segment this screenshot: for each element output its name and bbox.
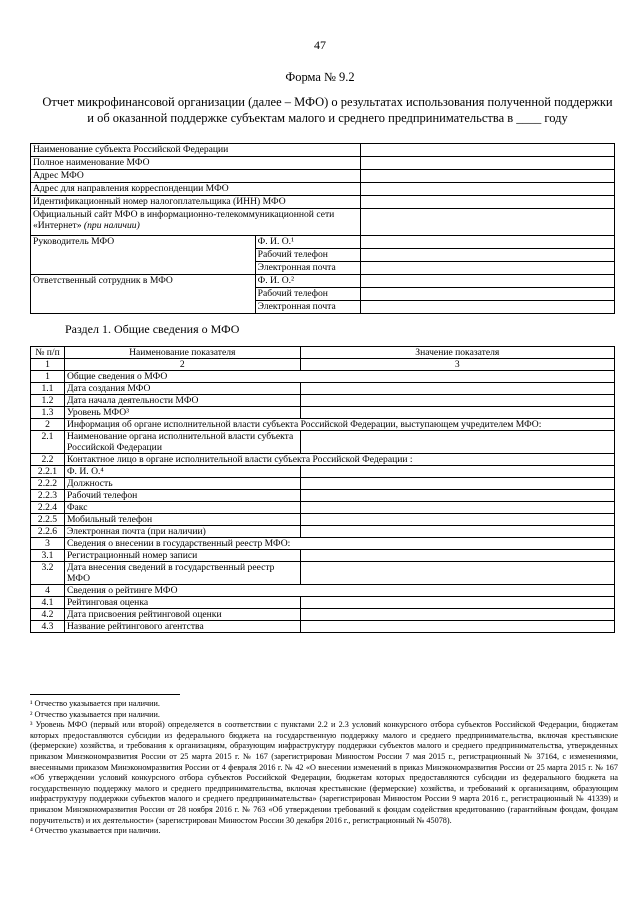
sub-label: Ф. И. О.¹	[255, 236, 360, 249]
table-row	[31, 170, 615, 183]
general-info-table	[30, 346, 615, 633]
row-number: 4.1	[31, 597, 65, 609]
table-row	[31, 144, 615, 157]
table-row	[31, 419, 615, 431]
value-cell[interactable]	[300, 562, 614, 585]
table-row	[31, 597, 615, 609]
table-row	[31, 585, 615, 597]
table-row	[31, 466, 615, 478]
row-label: Адрес МФО	[31, 170, 361, 183]
table-row	[31, 407, 615, 419]
table-row	[31, 371, 615, 383]
value-cell[interactable]	[360, 262, 614, 275]
value-cell[interactable]	[300, 383, 614, 395]
row-label: Должность	[64, 478, 300, 490]
footnote: ³ Уровень МФО (первый или второй) определяется в соответствии с пунктами 2.2 и 2.3 условий конкурсного отбора субъектов Российской Федерации, бюджетам которых предоставляются субсидии из федерального бюджета на государственную поддержку малого и среднего предпринимательства, включая крестьянские (фермерские) хозяйства, и требования к организациям, образующим инфраструктуру поддержки субъектов малого и среднего предпринимательства, утвержденных приказом Минэкономразвития России от 25 марта 2015 г. № 167 (зарегистрирован Минюстом России 7 мая 2015 г., регистрационный № 37164, с изменениями, внесенными приказом Минэкономразвития России от 4 февраля 2016 г. № 42 «О внесении изменений в приказ Минэкономразвития России от 25 марта 2015 г. № 167 «Об утверждении условий конкурсного отбора субъектов Российской Федерации, бюджетам которых предоставляются субсидии из федерального бюджета на государственную поддержку малого и среднего предпринимательства, включая крестьянские (фермерские) хозяйства, и требований к организациям, образующим инфраструктуру поддержки субъектов малого и среднего предпринимательства» (зарегистрирован Минюстом России 9 марта 2016 г., регистрационный № 41339) и приказом Минэкономразвития России от 28 ноября 2016 г. № 763 «Об утверждении требований к фондам содействия кредитованию (гарантийным фондам, фондам поручительств) и их деятельности» (зарегистрирован Минюстом России 30 декабря 2016 г., регистрационный № 45078).	[30, 720, 618, 825]
row-number: 2.2.1	[31, 466, 65, 478]
row-label: Общие сведения о МФО	[64, 371, 614, 383]
row-label: Регистрационный номер записи	[64, 550, 300, 562]
header-number: № п/п	[31, 347, 65, 359]
row-label: Информация об органе исполнительной власти субъекта Российской Федерации, выступающем учредителем МФО:	[64, 419, 614, 431]
table-row	[31, 236, 615, 249]
value-cell[interactable]	[360, 196, 614, 209]
table-row	[31, 502, 615, 514]
row-number: 4.3	[31, 621, 65, 633]
sub-label: Рабочий телефон	[255, 249, 360, 262]
row-label: Дата присвоения рейтинговой оценки	[64, 609, 300, 621]
row-label: Электронная почта (при наличии)	[64, 526, 300, 538]
row-number: 2.2.3	[31, 490, 65, 502]
row-number: 4.2	[31, 609, 65, 621]
table-row	[31, 275, 615, 288]
row-label: Дата начала деятельности МФО	[64, 395, 300, 407]
row-label: Полное наименование МФО	[31, 157, 361, 170]
value-cell[interactable]	[360, 236, 614, 249]
value-cell[interactable]	[300, 407, 614, 419]
row-label: Ф. И. О.⁴	[64, 466, 300, 478]
website-label: Официальный сайт МФО в информационно-телекоммуникационной сети «Интернет» (при наличии)	[31, 209, 361, 236]
row-label: Уровень МФО³	[64, 407, 300, 419]
row-label: Факс	[64, 502, 300, 514]
footnote-separator	[30, 694, 180, 695]
table-row	[31, 209, 615, 236]
page-number: 47	[314, 38, 326, 52]
value-cell[interactable]	[300, 597, 614, 609]
value-cell[interactable]	[360, 157, 614, 170]
value-cell[interactable]	[360, 209, 614, 236]
staff-label: Ответственный сотрудник в МФО	[31, 275, 256, 314]
table-row	[31, 478, 615, 490]
row-number: 3.1	[31, 550, 65, 562]
table-row	[31, 395, 615, 407]
table-row	[31, 562, 615, 585]
footnotes	[30, 699, 618, 837]
header-indicator: Наименование показателя	[64, 347, 300, 359]
row-number: 1.2	[31, 395, 65, 407]
sub-label: Электронная почта	[255, 301, 360, 314]
row-label: Контактное лицо в органе исполнительной власти субъекта Российской Федерации :	[64, 454, 614, 466]
row-number: 3.2	[31, 562, 65, 585]
row-number: 4	[31, 585, 65, 597]
row-label: Сведения о рейтинге МФО	[64, 585, 614, 597]
row-label: Идентификационный номер налогоплательщика (ИНН) МФО	[31, 196, 361, 209]
value-cell[interactable]	[300, 609, 614, 621]
row-label: Название рейтингового агентства	[64, 621, 300, 633]
value-cell[interactable]	[360, 288, 614, 301]
value-cell[interactable]	[300, 466, 614, 478]
row-label: Дата создания МФО	[64, 383, 300, 395]
head-label: Руководитель МФО	[31, 236, 256, 275]
header-value: Значение показателя	[300, 347, 614, 359]
row-number: 1.3	[31, 407, 65, 419]
table-row	[31, 514, 615, 526]
value-cell[interactable]	[360, 183, 614, 196]
table-row	[31, 526, 615, 538]
row-label: Рейтинговая оценка	[64, 597, 300, 609]
value-cell[interactable]	[360, 275, 614, 288]
value-cell[interactable]	[360, 170, 614, 183]
row-number: 2.2.6	[31, 526, 65, 538]
value-cell[interactable]	[300, 395, 614, 407]
table-row	[31, 157, 615, 170]
value-cell[interactable]	[300, 502, 614, 514]
column-number: 1	[31, 359, 65, 371]
form-title: Форма № 9.2	[285, 70, 355, 84]
value-cell[interactable]	[300, 478, 614, 490]
footnote: ¹ Отчество указывается при наличии.	[30, 699, 160, 708]
row-label: Сведения о внесении в государственный реестр МФО:	[64, 538, 614, 550]
row-number: 1	[31, 371, 65, 383]
table-row	[31, 490, 615, 502]
row-label: Адрес для направления корреспонденции МФО	[31, 183, 361, 196]
table-row	[31, 538, 615, 550]
value-cell[interactable]	[300, 550, 614, 562]
table-row	[31, 383, 615, 395]
row-number: 2.2.2	[31, 478, 65, 490]
table-row	[31, 621, 615, 633]
row-label: Рабочий телефон	[64, 490, 300, 502]
row-label: Наименование субъекта Российской Федерации	[31, 144, 361, 157]
section-title: Раздел 1. Общие сведения о МФО	[65, 322, 240, 336]
row-number: 1.1	[31, 383, 65, 395]
value-cell[interactable]	[360, 249, 614, 262]
row-number: 2.2	[31, 454, 65, 466]
column-number: 3	[300, 359, 614, 371]
value-cell[interactable]	[360, 144, 614, 157]
row-number: 2	[31, 419, 65, 431]
value-cell[interactable]	[360, 301, 614, 314]
row-number: 2.2.5	[31, 514, 65, 526]
table-row	[31, 431, 615, 454]
column-number-row	[31, 359, 615, 371]
sub-label: Электронная почта	[255, 262, 360, 275]
row-number: 2.1	[31, 431, 65, 454]
footnote: ² Отчество указывается при наличии.	[30, 709, 160, 719]
header-row	[31, 347, 615, 359]
row-number: 2.2.4	[31, 502, 65, 514]
sub-label: Ф. И. О.²	[255, 275, 360, 288]
value-cell[interactable]	[300, 526, 614, 538]
value-cell[interactable]	[300, 621, 614, 633]
table-row	[31, 183, 615, 196]
footnote: ⁴ Отчество указывается при наличии.	[30, 826, 161, 836]
website-note: (при наличии)	[83, 220, 140, 231]
value-cell[interactable]	[300, 514, 614, 526]
sub-label: Рабочий телефон	[255, 288, 360, 301]
row-number: 3	[31, 538, 65, 550]
row-label: Наименование органа исполнительной власти субъекта Российской Федерации	[64, 431, 300, 454]
row-label: Мобильный телефон	[64, 514, 300, 526]
table-row	[31, 196, 615, 209]
table-row	[31, 550, 615, 562]
column-number: 2	[64, 359, 300, 371]
table-row	[31, 454, 615, 466]
row-label: Дата внесения сведений в государственный реестр МФО	[64, 562, 300, 585]
report-title: Отчет микрофинансовой организации (далее – МФО) о результатах использования полученной поддержки и об оказанной поддержке субъектам малого и среднего предпринимательства в ____ году	[42, 95, 613, 125]
value-cell[interactable]	[300, 490, 614, 502]
table-row	[31, 609, 615, 621]
value-cell[interactable]	[300, 431, 614, 454]
organization-info-table	[30, 143, 615, 314]
